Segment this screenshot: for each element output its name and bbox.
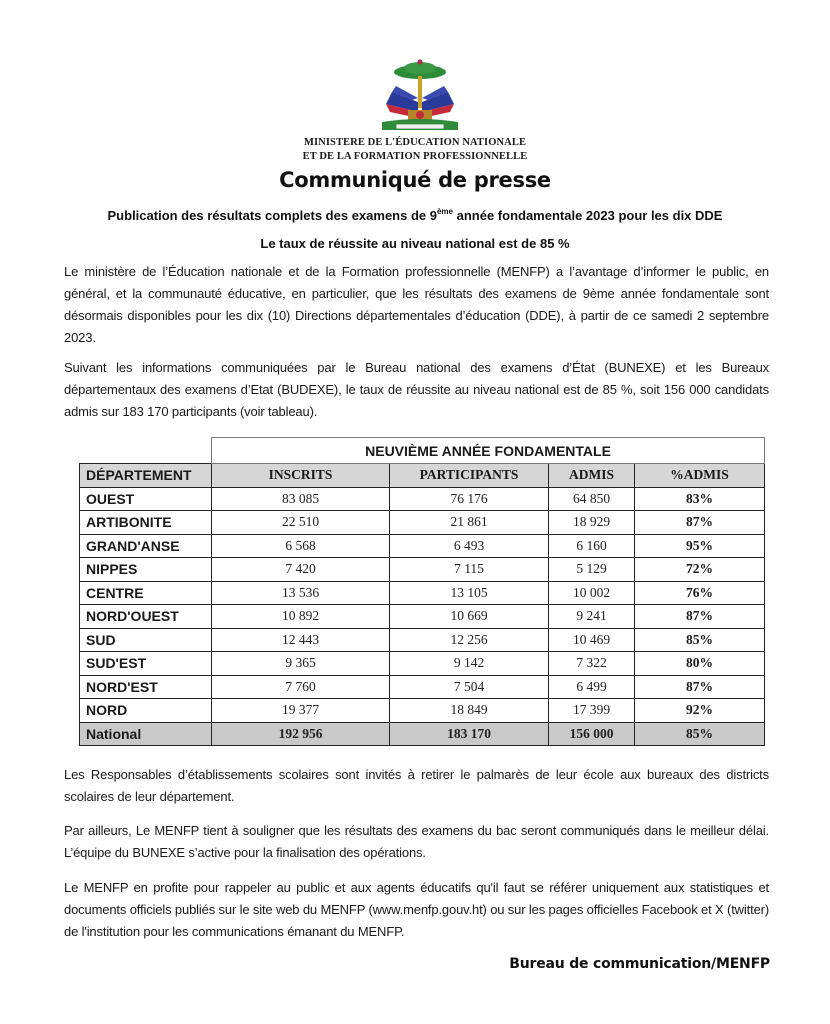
cell-admis: 10 469 xyxy=(549,628,635,652)
table-row xyxy=(80,511,765,535)
cell-inscrits: 22 510 xyxy=(212,511,390,535)
cell-inscrits: 19 377 xyxy=(212,699,390,723)
cell-inscrits: 6 568 xyxy=(212,534,390,558)
cell-participants: 10 669 xyxy=(390,605,549,629)
cell-participants: 18 849 xyxy=(390,699,549,723)
table-row xyxy=(80,675,765,699)
cell-participants: 183 170 xyxy=(390,722,549,746)
paragraph-school-officials: Les Responsables d’établissements scolaires sont invités à retirer le palmarès de leur école aux bureaux des districts scolaires de leur département. xyxy=(64,767,769,804)
cell-pct: 92% xyxy=(635,699,765,723)
column-header-departement: DÉPARTEMENT xyxy=(80,464,212,488)
cell-admis: 7 322 xyxy=(549,652,635,676)
cell-admis: 10 002 xyxy=(549,581,635,605)
cell-participants: 13 105 xyxy=(390,581,549,605)
cell-inscrits: 7 760 xyxy=(212,675,390,699)
cell-participants: 9 142 xyxy=(390,652,549,676)
cell-dept: SUD'EST xyxy=(80,652,212,676)
cell-pct: 83% xyxy=(635,487,765,511)
cell-inscrits: 83 085 xyxy=(212,487,390,511)
signature: Bureau de communication/MENFP xyxy=(509,956,770,972)
cell-dept: ARTIBONITE xyxy=(80,511,212,535)
paragraph-announcement: Le ministère de l’Éducation nationale et de la Formation professionnelle (MENFP) a l’avantage d’informer le public, en général, et la communauté éducative, en particulier, que les résultats des examens de 9ème année fondamentale sont désormais disponibles pour les dix (10) Directions départementales d’éducation (DDE), à partir de ce samedi 2 septembre 2023. xyxy=(64,264,769,345)
table-row xyxy=(80,628,765,652)
cell-pct: 80% xyxy=(635,652,765,676)
table-row xyxy=(80,699,765,723)
cell-pct: 87% xyxy=(635,605,765,629)
ministry-name-line2: ET DE LA FORMATION PROFESSIONNELLE xyxy=(302,151,528,162)
page-title: Communiqué de presse xyxy=(279,168,551,192)
results-table xyxy=(79,437,765,746)
haiti-coat-of-arms-icon xyxy=(372,58,468,138)
cell-dept: CENTRE xyxy=(80,581,212,605)
table-row xyxy=(80,581,765,605)
cell-dept: NIPPES xyxy=(80,558,212,582)
cell-inscrits: 13 536 xyxy=(212,581,390,605)
cell-participants: 12 256 xyxy=(390,628,549,652)
cell-inscrits: 10 892 xyxy=(212,605,390,629)
column-header-inscrits: INSCRITS xyxy=(212,464,390,488)
cell-dept: NORD xyxy=(80,699,212,723)
cell-pct: 87% xyxy=(635,511,765,535)
table-row xyxy=(80,652,765,676)
cell-admis: 17 399 xyxy=(549,699,635,723)
group-header: NEUVIÈME ANNÉE FONDAMENTALE xyxy=(212,438,765,464)
column-header-row xyxy=(80,464,765,488)
cell-dept: NORD'OUEST xyxy=(80,605,212,629)
cell-dept: GRAND'ANSE xyxy=(80,534,212,558)
subtitle-superscript: ème xyxy=(436,207,453,216)
paragraph-bac-results: Par ailleurs, Le MENFP tient à souligner que les résultats des examens du bac seront communiqués dans le meilleur délai. L’équipe du BUNEXE s’active pour la finalisation des opérations. xyxy=(64,823,769,860)
cell-participants: 6 493 xyxy=(390,534,549,558)
column-header-admis: ADMIS xyxy=(549,464,635,488)
cell-pct: 76% xyxy=(635,581,765,605)
cell-pct: 95% xyxy=(635,534,765,558)
paragraph-national-rate: Suivant les informations communiquées par le Bureau national des examens d’État (BUNEXE) et les Bureaux départementaux des examens d’Etat (BUDEXE), le taux de réussite au niveau national est de 85 %, soit 156 000 candidats admis sur 183 170 participants (voir tableau). xyxy=(64,360,769,419)
cell-dept: OUEST xyxy=(80,487,212,511)
cell-admis: 9 241 xyxy=(549,605,635,629)
cell-inscrits: 7 420 xyxy=(212,558,390,582)
table-total-row xyxy=(80,722,765,746)
blank-cell xyxy=(80,438,212,464)
cell-participants: 7 504 xyxy=(390,675,549,699)
cell-dept: SUD xyxy=(80,628,212,652)
cell-pct: 85% xyxy=(635,628,765,652)
cell-admis: 18 929 xyxy=(549,511,635,535)
cell-participants: 7 115 xyxy=(390,558,549,582)
cell-admis: 6 499 xyxy=(549,675,635,699)
cell-inscrits: 192 956 xyxy=(212,722,390,746)
subtitle-success-rate: Le taux de réussite au niveau national est de 85 % xyxy=(260,236,570,251)
group-header-row xyxy=(80,438,765,464)
cell-pct: 85% xyxy=(635,722,765,746)
cell-inscrits: 9 365 xyxy=(212,652,390,676)
cell-pct: 87% xyxy=(635,675,765,699)
cell-admis: 5 129 xyxy=(549,558,635,582)
cell-participants: 21 861 xyxy=(390,511,549,535)
subtitle-text-before: Publication des résultats complets des examens de 9 xyxy=(107,208,437,223)
table-row xyxy=(80,534,765,558)
table-row xyxy=(80,605,765,629)
cell-admis: 156 000 xyxy=(549,722,635,746)
column-header-participants: PARTICIPANTS xyxy=(390,464,549,488)
table-row xyxy=(80,487,765,511)
column-header-pct-admis: %ADMIS xyxy=(635,464,765,488)
cell-dept: NORD'EST xyxy=(80,675,212,699)
cell-inscrits: 12 443 xyxy=(212,628,390,652)
cell-participants: 76 176 xyxy=(390,487,549,511)
cell-admis: 64 850 xyxy=(549,487,635,511)
cell-dept: National xyxy=(80,722,212,746)
cell-admis: 6 160 xyxy=(549,534,635,558)
paragraph-official-sources: Le MENFP en profite pour rappeler au public et aux agents éducatifs qu'il faut se référer uniquement aux statistiques et documents officiels publiés sur le site web du MENFP (www.menfp.gouv.ht) ou sur les pages officielles Facebook et X (twitter) de l'institution pour les communications émanant du MENFP. xyxy=(64,880,770,939)
cell-pct: 72% xyxy=(635,558,765,582)
ministry-name-line1: MINISTERE DE L'ÉDUCATION NATIONALE xyxy=(303,137,527,148)
subtitle-publication xyxy=(0,207,830,223)
subtitle-text-after: année fondamentale 2023 pour les dix DDE xyxy=(453,208,723,223)
table-row xyxy=(80,558,765,582)
